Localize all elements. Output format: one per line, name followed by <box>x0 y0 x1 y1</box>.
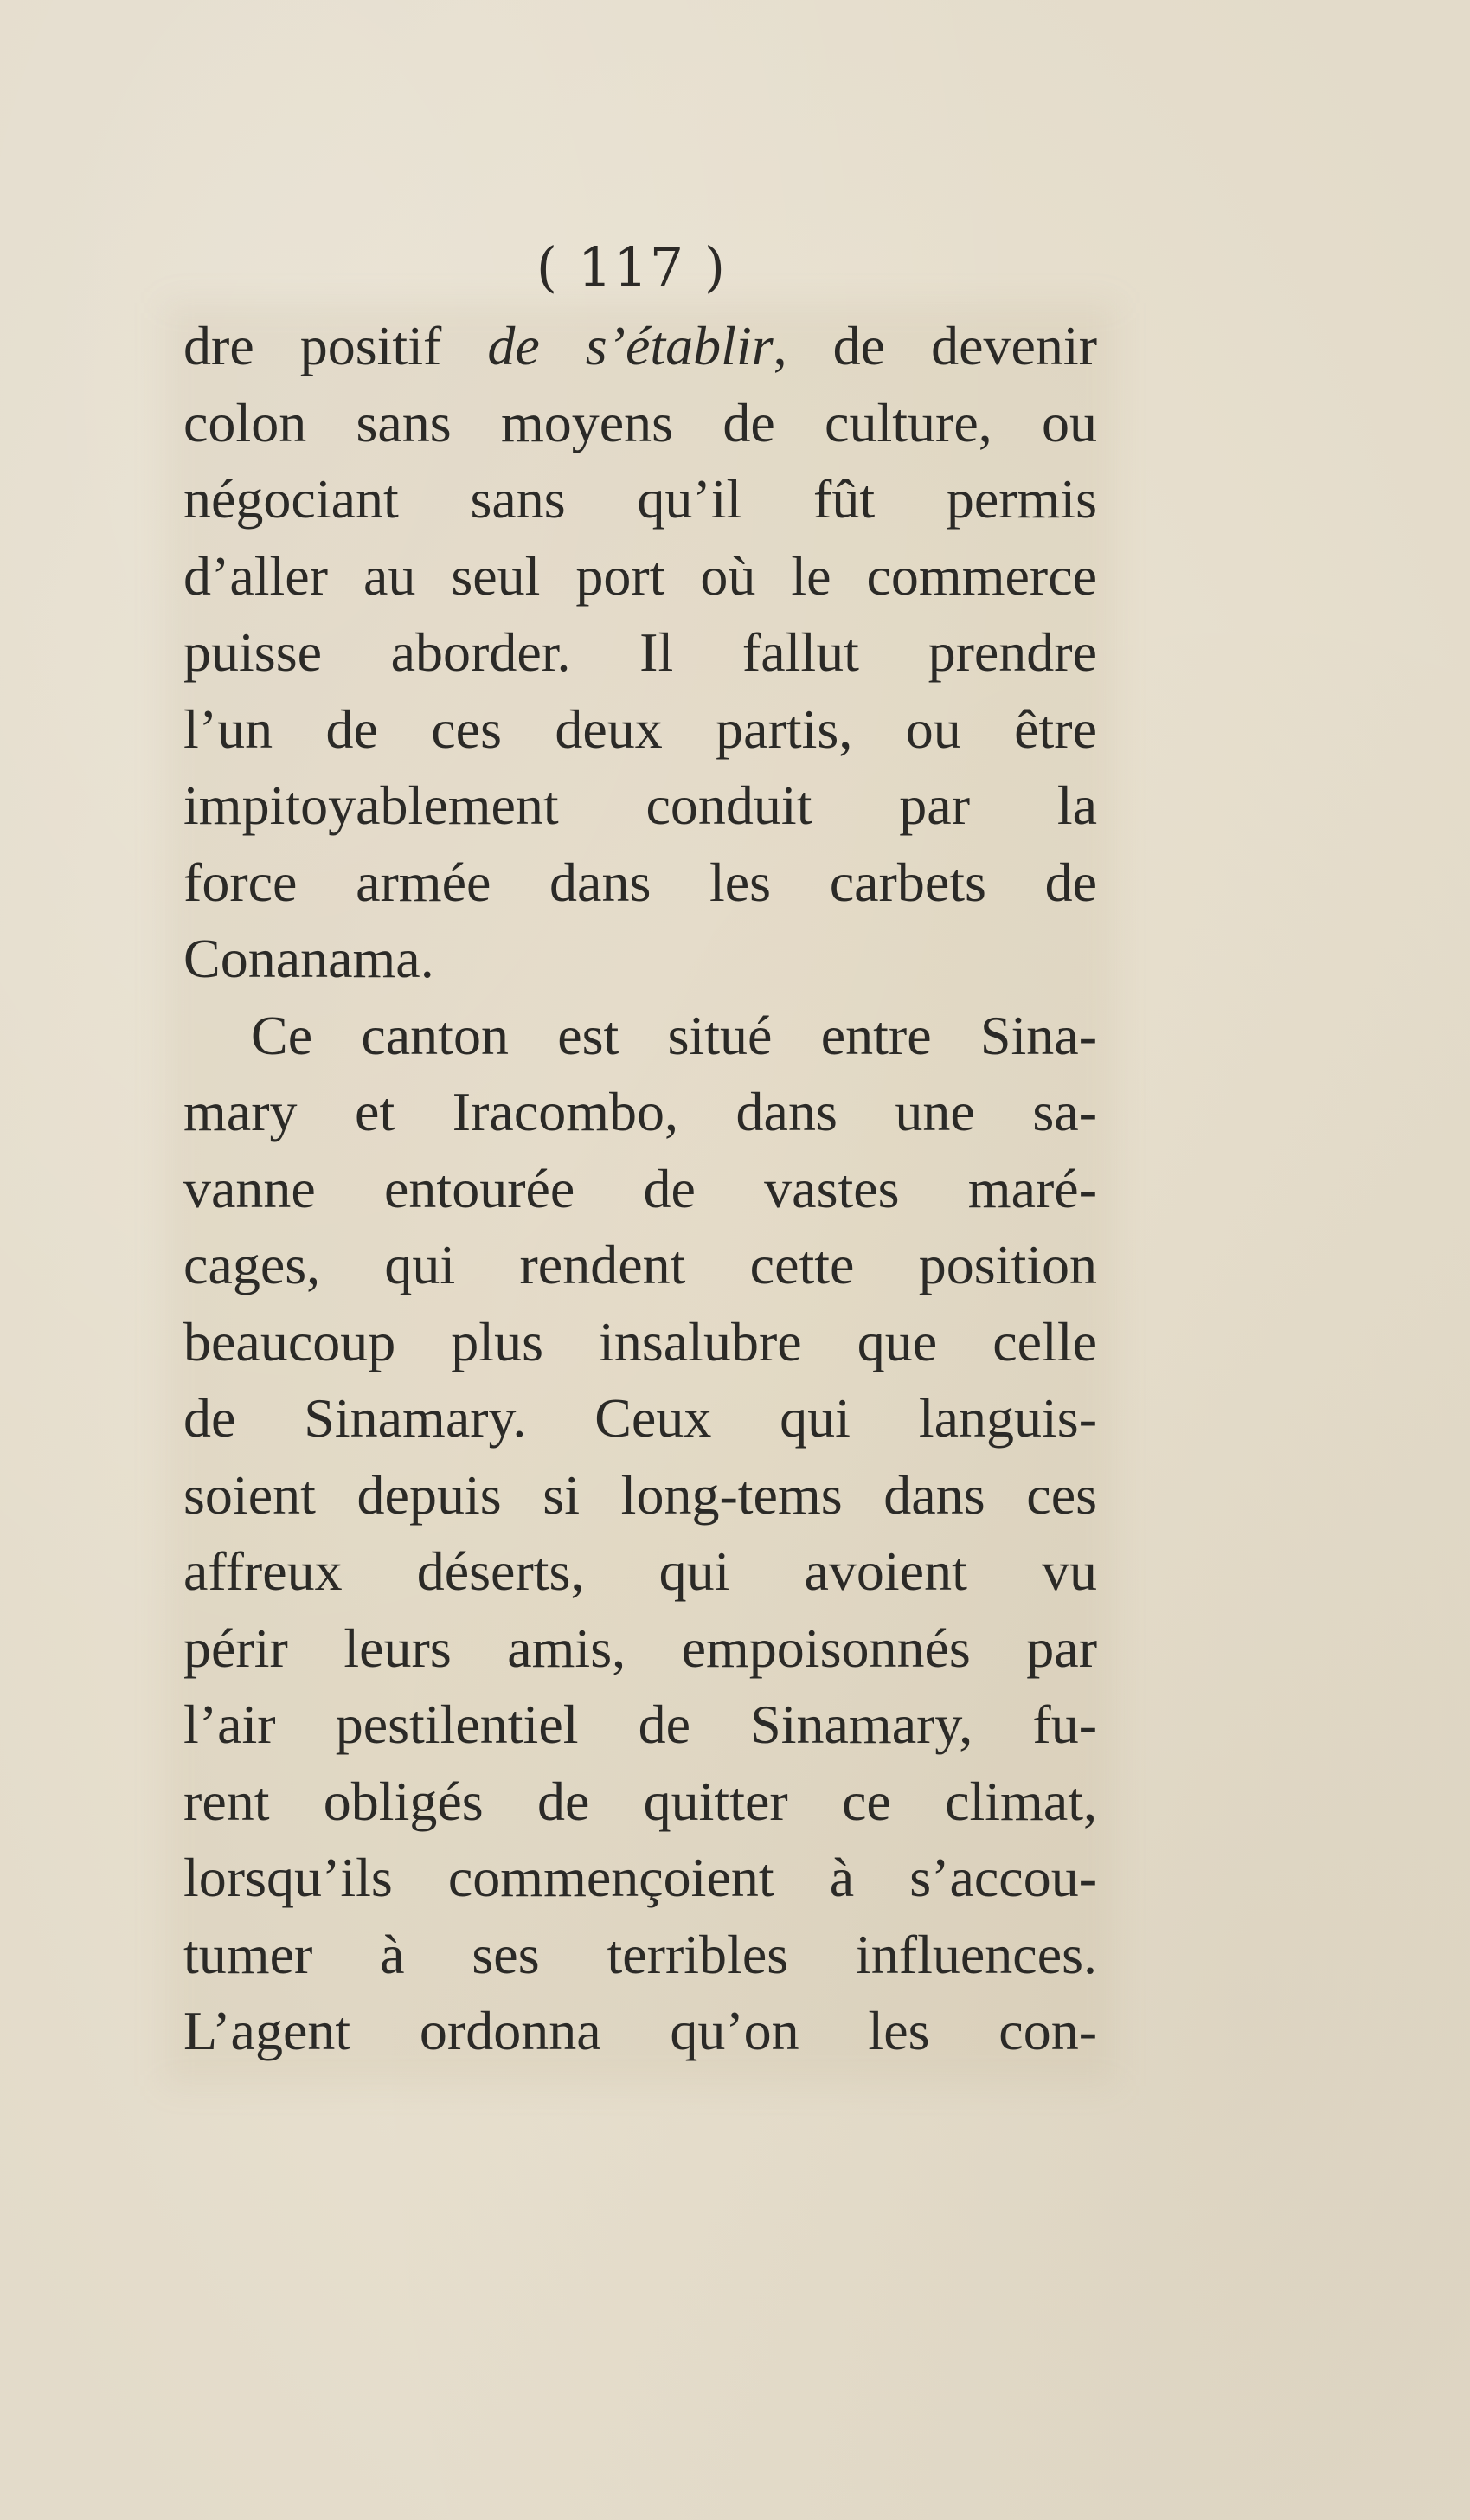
text-run: impitoyablement conduit par la <box>183 775 1097 836</box>
text-run: lorsqu’ils commençoient à s’accou- <box>183 1847 1097 1908</box>
text-line <box>183 1764 1097 1841</box>
text-line <box>183 538 1097 615</box>
text-line <box>183 1304 1097 1381</box>
text-line <box>183 1533 1097 1610</box>
text-run: cages, qui rendent cette position <box>183 1234 1097 1295</box>
text-run: l’air pestilentiel de Sinamary, fu- <box>183 1694 1097 1755</box>
text-run: de Sinamary. Ceux qui languis- <box>183 1387 1097 1449</box>
text-line <box>183 385 1097 462</box>
text-line <box>183 998 1097 1075</box>
page-number: ( 117 ) <box>536 235 728 299</box>
text-line <box>183 1380 1097 1457</box>
text-line <box>183 1610 1097 1688</box>
text-run: d’aller au seul port où le commerce <box>183 544 1097 607</box>
text-run: dre positif <box>183 315 488 376</box>
text-run: colon sans moyens de culture, ou <box>183 391 1097 453</box>
text-run: beaucoup plus insalubre que celle <box>183 1310 1097 1372</box>
text-run: mary et Iracombo, dans une sa- <box>183 1081 1097 1142</box>
text-run: vanne entourée de vastes maré- <box>183 1157 1097 1219</box>
text-line <box>183 1840 1097 1917</box>
text-run: l’un de ces deux partis, ou être <box>183 698 1097 760</box>
text-run: force armée dans les carbets de <box>183 851 1097 913</box>
text-run: , de devenir <box>773 315 1098 376</box>
text-run: rent obligés de quitter ce climat, <box>183 1770 1097 1832</box>
text-line <box>183 461 1097 538</box>
text-line <box>183 1227 1097 1304</box>
text-run: Ce canton est situé entre Sina- <box>251 1004 1097 1066</box>
text-run: L’agent ordonna qu’on les con- <box>183 2000 1097 2061</box>
italic-phrase: de s’établir <box>487 315 774 376</box>
text-run: soient depuis si long-tems dans ces <box>183 1463 1097 1526</box>
text-line <box>183 614 1097 691</box>
text-line <box>183 1687 1097 1764</box>
text-run: affreux déserts, qui avoient vu <box>183 1540 1097 1602</box>
text-line <box>183 921 1097 998</box>
text-line <box>183 1074 1097 1151</box>
text-run: tumer à ses terribles influences. <box>183 1923 1097 1985</box>
text-line <box>183 845 1097 922</box>
text-line <box>183 768 1097 845</box>
text-run: négociant sans qu’il fût permis <box>183 468 1097 530</box>
text-line <box>183 1151 1097 1228</box>
text-line <box>183 1917 1097 1994</box>
text-run: périr leurs amis, empoisonnés par <box>183 1617 1097 1679</box>
text-run: Conanama. <box>183 928 434 989</box>
text-line <box>183 308 1097 385</box>
text-run: puisse aborder. Il fallut prendre <box>183 621 1097 683</box>
text-line <box>183 1993 1097 2070</box>
text-line <box>183 691 1097 768</box>
body-text <box>183 308 1097 2070</box>
text-line <box>183 1457 1097 1534</box>
